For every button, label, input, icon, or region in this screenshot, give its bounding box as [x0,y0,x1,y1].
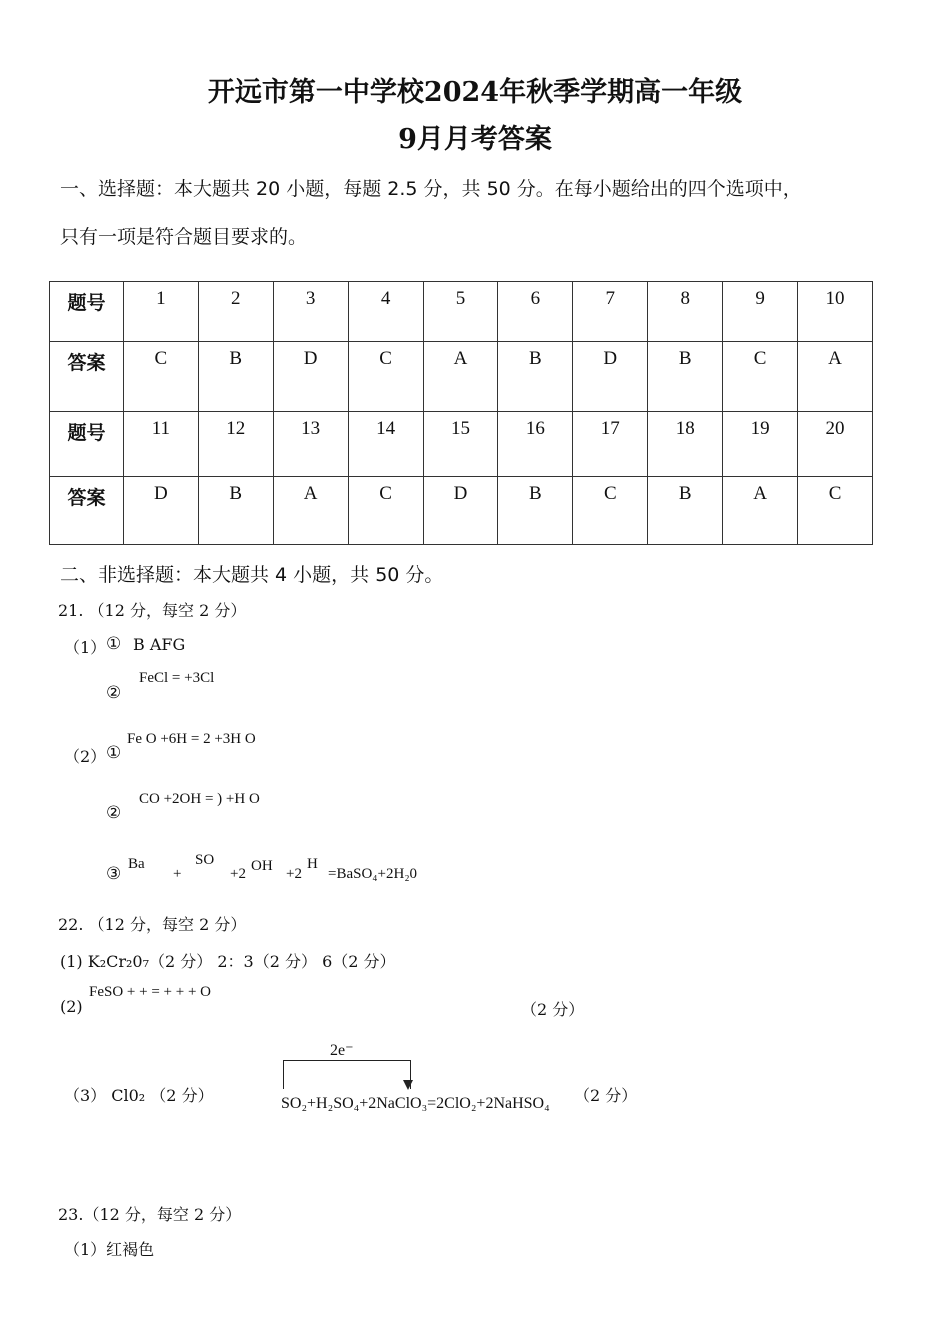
q21-part2-circle1: ① [106,743,122,763]
table-cell: B [648,342,723,412]
q22-part1: (1) K₂Cr₂0₇（2 分） 2：3（2 分） 6（2 分） [60,952,396,971]
table-header-cell: 题号 [50,412,124,477]
table-row [50,282,873,342]
q23-header: 23.（12 分，每空 2 分） [58,1205,242,1224]
table-cell: 11 [123,412,198,477]
q21-part2-circle2: ② [106,803,122,823]
q22-part2-score: （2 分） [521,1000,585,1019]
electron-transfer-label: 2e⁻ [330,1042,354,1059]
table-row [50,342,873,412]
q22-part3-label: （3） Cl0₂ （2 分） [64,1086,214,1105]
table-cell: 19 [723,412,798,477]
table-cell: 12 [198,412,273,477]
q21-part2-eq3-ba: Ba [128,856,145,872]
answer-table [49,281,873,545]
q21-part2-eq3-end: =BaSO₄+2H₂0 [328,866,418,882]
table-cell: A [798,342,873,412]
arrow-down-icon [403,1080,413,1090]
table-row [50,412,873,477]
section1-instruction-line2: 只有一项是符合题目要求的。 [60,226,308,248]
table-cell: A [273,477,348,545]
table-header-cell: 答案 [50,477,124,545]
table-row [50,477,873,545]
table-cell: B [198,477,273,545]
table-cell: C [723,342,798,412]
q21-part2-circle3: ③ [106,864,122,884]
table-cell: 14 [348,412,423,477]
q22-redox-equation: SO₂+H₂SO₄+2NaClO₃=2ClO₂+2NaHSO₄ [281,1095,550,1112]
table-cell: 13 [273,412,348,477]
q21-part2-equation1: Fe O +6H = 2 +3H O [127,731,256,747]
q21-part1-circle2: ② [106,683,122,703]
table-cell: D [273,342,348,412]
q21-part2-eq3-plus2: +2 [286,866,302,882]
table-cell: 20 [798,412,873,477]
table-cell: B [198,342,273,412]
table-cell: C [123,342,198,412]
table-cell: B [498,477,573,545]
table-cell: A [423,342,498,412]
table-cell: C [573,477,648,545]
q22-part3-score: （2 分） [574,1086,638,1105]
q21-part2-eq3-h: H [307,856,318,872]
table-cell: 4 [348,282,423,342]
table-cell: 10 [798,282,873,342]
table-cell: A [723,477,798,545]
table-cell: B [648,477,723,545]
q21-part2-eq3-so: SO [195,852,215,868]
table-header-cell: 答案 [50,342,124,412]
table-cell: 1 [123,282,198,342]
table-cell: 3 [273,282,348,342]
q21-part1-label: （1） [64,638,107,657]
q21-part1-equation2: FeCl = +3Cl [139,670,215,686]
section1-instruction-line1: 一、选择题：本大题共 20 小题，每题 2.5 分，共 50 分。在每小题给出的四个选项中， [60,178,802,200]
table-cell: C [348,342,423,412]
q22-part2-label: (2) [60,997,83,1016]
table-cell: C [348,477,423,545]
q21-part2-eq3-oh: OH [251,858,273,874]
electron-transfer-bracket [283,1060,411,1089]
table-cell: 9 [723,282,798,342]
table-cell: B [498,342,573,412]
q21-part1-circle1: ① [106,634,122,654]
table-cell: 6 [498,282,573,342]
table-cell: 2 [198,282,273,342]
q21-part2-eq3-mid: +2 [230,866,246,882]
table-cell: 17 [573,412,648,477]
page-title: 开远市第一中学校2024年秋季学期高一年级 [207,77,743,108]
table-cell: D [423,477,498,545]
table-cell: 18 [648,412,723,477]
table-cell: 15 [423,412,498,477]
page-subtitle: 9月月考答案 [398,124,552,155]
q21-part1-answer1: B AFG [133,635,186,654]
q22-header: 22. （12 分，每空 2 分） [58,915,247,934]
table-cell: C [798,477,873,545]
q23-part1: （1）红褐色 [64,1240,155,1259]
q22-part2-equation: FeSO + + = + + + O [89,984,212,1000]
q21-part2-label: （2） [64,747,107,766]
table-cell: D [123,477,198,545]
table-cell: 7 [573,282,648,342]
table-header-cell: 题号 [50,282,124,342]
section2-heading: 二、非选择题：本大题共 4 小题，共 50 分。 [60,564,444,586]
table-cell: 5 [423,282,498,342]
q21-part2-equation2: CO +2OH = ) +H O [139,791,260,807]
table-cell: 8 [648,282,723,342]
table-cell: D [573,342,648,412]
table-cell: 16 [498,412,573,477]
q21-header: 21. （12 分，每空 2 分） [58,601,247,620]
q21-part2-eq3-plus1: + [173,866,182,882]
